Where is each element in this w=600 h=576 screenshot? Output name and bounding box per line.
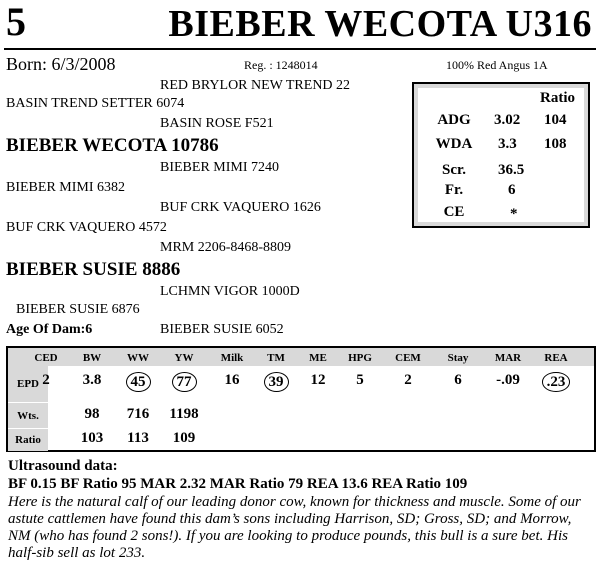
animal-name: BIEBER WECOTA U316 [168,3,592,45]
epd-table [6,346,596,452]
perf-ratio: 104 [544,112,567,128]
epd-value-tm [253,372,299,392]
perf-label: CE [443,204,465,220]
epd-value-bw: 3.8 [82,372,102,388]
epd-value-cem: 2 [404,372,412,388]
perf-value: 6 [508,182,516,198]
pedigree-ss: BASIN TREND SETTER 6074 [6,96,185,111]
pedigree-sdd: BUF CRK VAQUERO 1626 [160,200,321,215]
pedigree-sire: BIEBER WECOTA 10786 [6,135,219,156]
epd-header-mar: MAR [494,352,522,364]
lot-number: 5 [6,0,26,44]
epd-value-me: 12 [310,372,326,388]
age-of-dam: Age Of Dam:6 [6,322,93,337]
perf-label: Fr. [444,182,464,198]
ratio-row-label: Ratio [8,428,48,451]
perf-label: Scr. [441,162,467,178]
epd-circled-value: 39 [264,372,289,392]
perf-ratio: 108 [544,136,567,152]
weight-value-bw: 98 [84,406,100,422]
pedigree-dam: BIEBER SUSIE 8886 [6,259,181,280]
pedigree-ddd: BIEBER SUSIE 6052 [160,322,284,337]
epd-header-tm: TM [267,352,285,364]
epd-row-label: EPD [8,366,48,402]
pedigree-sss: RED BRYLOR NEW TREND 22 [160,78,351,93]
ratio-header: Ratio [540,90,575,106]
epd-header-milk: Milk [220,352,244,364]
header-rule [4,48,596,50]
breed: 100% Red Angus 1A [446,58,548,72]
epd-circled-value: 77 [172,372,197,392]
epd-value-stay: 6 [454,372,462,388]
wts-row-label: Wts. [8,402,48,429]
pedigree-dds: LCHMN VIGOR 1000D [160,284,300,299]
epd-header-cem: CEM [395,352,421,364]
epd-header-me: ME [309,352,327,364]
epd-value-hpg: 5 [356,372,364,388]
epd-header-hpg: HPG [348,352,372,364]
epd-header-stay: Stay [447,352,469,364]
pedigree-sd: BIEBER MIMI 6382 [6,180,125,195]
epd-value-ced: 2 [42,372,50,388]
ultrasound-data: BF 0.15 BF Ratio 95 MAR 2.32 MAR Ratio 79 REA 13.6 REA Ratio 109 [8,476,468,492]
pedigree-ds-line: MRM 2206-8468-8809 [160,240,292,255]
born-date: 6/3/2008 [51,54,116,74]
ratio-value-yw: 109 [172,430,196,446]
epd-circled-value: 45 [126,372,151,392]
perf-value: 3.3 [498,136,517,152]
perf-value: * [510,206,518,222]
epd-header-yw: YW [174,352,194,364]
ratio-value-ww: 113 [127,430,149,446]
pedigree-sds: BIEBER MIMI 7240 [160,160,279,175]
epd-header-rea: REA [544,352,568,364]
reg-label: Reg. : [244,58,273,72]
perf-value: 36.5 [498,162,525,178]
reg-line [244,58,318,73]
epd-value-rea [533,372,579,392]
epd-value-mar: -.09 [496,372,520,388]
pedigree-dd: BIEBER SUSIE 6876 [16,302,140,317]
reg-number: 1248014 [275,58,318,72]
weight-value-ww: 716 [126,406,150,422]
pedigree-ssd: BASIN ROSE F521 [160,116,274,131]
ultrasound-heading: Ultrasound data: [8,458,118,474]
born-label: Born: [6,54,48,74]
epd-value-ww [115,372,161,392]
perf-label: ADG [437,112,471,128]
epd-header-bw: BW [82,352,102,364]
epd-circled-value: .23 [542,372,571,392]
epd-header-ced: CED [34,352,58,364]
performance-box [412,82,590,228]
description: Here is the natural calf of our leading donor cow, known for thickness and muscle. Some of our astute cattlemen have found this dam’s sons including Harrison, SD; Gross, SD; and Morrow, NM (who has found 2 sons!). If you are looking to produce pounds, this bull is a sure bet. His half-sib sell as lot 233. [8,494,581,561]
born-line [6,54,116,74]
performance-inner [418,88,584,222]
perf-value: 3.02 [494,112,521,128]
perf-label: WDA [435,136,473,152]
epd-value-yw [161,372,207,392]
pedigree-ds: BUF CRK VAQUERO 4572 [6,220,167,235]
weight-value-yw: 1198 [169,406,199,422]
ratio-value-bw: 103 [80,430,104,446]
epd-header-ww: WW [127,352,149,364]
epd-value-milk: 16 [224,372,240,388]
